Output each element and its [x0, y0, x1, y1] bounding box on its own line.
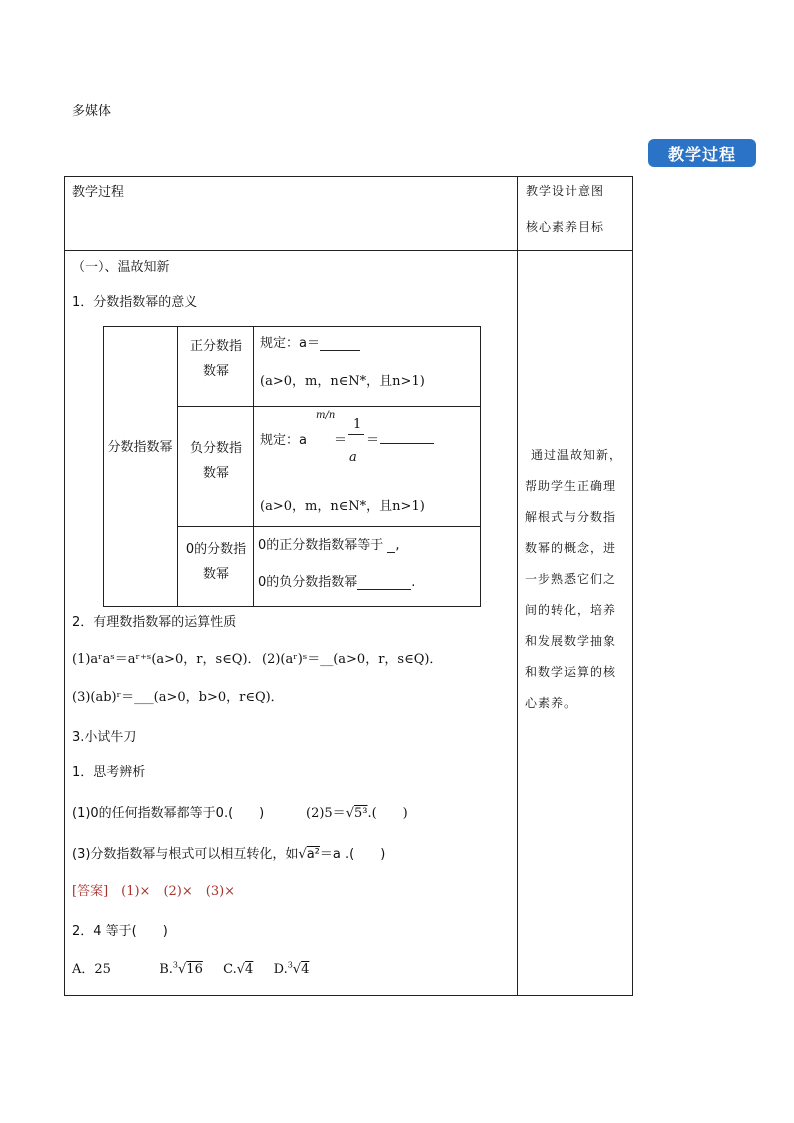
neg-rule: 规定：a	[260, 433, 307, 448]
neg-exp: m/n	[316, 410, 336, 421]
section1-title: （一）、温故知新	[72, 260, 170, 275]
inner-right	[480, 326, 481, 607]
inner-left	[103, 326, 104, 607]
options-row	[72, 958, 309, 977]
answer-line: [答案] (1)× (2)× (3)×	[72, 884, 236, 899]
zero-label: 0的分数指数幂	[185, 542, 247, 582]
radical-sign: √	[292, 962, 302, 977]
neg-label: 负分数指数幂	[189, 441, 242, 481]
zero-blank1	[387, 540, 395, 553]
outer-col-divider	[517, 176, 518, 996]
media-label: 多媒体	[72, 104, 112, 119]
neg-eq2: ＝	[366, 433, 380, 448]
option-c-radicand: 4	[245, 962, 254, 977]
inner-top	[103, 326, 481, 327]
neg-cond: (a>0，m，n∈N*，且n>1)	[260, 499, 425, 514]
option-d-radicand: 4	[301, 962, 310, 977]
item1-title: 1．分数指数幂的意义	[72, 295, 198, 310]
neg-eq: ＝	[334, 433, 348, 448]
try-title: 3.小试牛刀	[72, 730, 137, 745]
side-line: 一步熟悉它们之	[525, 572, 617, 586]
question2: 2．4 等于( )	[72, 924, 168, 939]
judge2	[306, 802, 408, 821]
rule2: (2)(aʳ)ˢ＝__(a>0，r，s∈Q)．	[262, 652, 443, 667]
zero-line2: 0的负分数指数幂 .	[258, 575, 416, 590]
option-c-label: C.	[223, 962, 237, 977]
think-title: 1．思考辨析	[72, 765, 146, 780]
neg-frac-num: 1	[353, 417, 362, 432]
radical-sign: √	[178, 962, 187, 977]
col-side-header-1: 教学设计意图	[526, 184, 605, 198]
side-line: 和数学运算的核	[525, 665, 617, 679]
option-b-label: B.	[159, 962, 173, 977]
inner-row2	[177, 526, 481, 527]
zero-line2-text: 0的负分数指数幂	[258, 575, 358, 590]
judge3	[72, 843, 385, 862]
option-b-radicand: 16	[186, 962, 203, 977]
zero-line1-text: 0的正分数指数幂等于	[258, 538, 384, 553]
neg-blank	[380, 429, 434, 444]
item2-title: 2．有理数指数幂的运算性质	[72, 615, 237, 630]
pos-rule	[260, 332, 360, 351]
inner-row1	[177, 406, 481, 407]
section-badge: 教学过程	[648, 139, 756, 167]
inner-row-header: 分数指数幂	[107, 440, 173, 455]
neg-frac-den: a	[349, 450, 357, 465]
judge1: (1)0的任何指数幂都等于0.( )	[72, 806, 265, 821]
pos-cond: (a>0，m，n∈N*，且n>1)	[260, 374, 425, 389]
inner-col2	[253, 326, 254, 607]
pos-label: 正分数指数幂	[189, 339, 242, 379]
radical-sign: √	[298, 847, 307, 862]
outer-top	[64, 176, 633, 177]
option-d-index: 3	[287, 960, 293, 970]
radical-sign: √	[345, 806, 354, 821]
side-line: 和发展数学抽象	[525, 634, 617, 648]
side-line: 心素养。	[525, 696, 578, 710]
side-line: 间的转化，培养	[525, 603, 617, 617]
outer-bottom	[64, 995, 633, 996]
option-a: A．25	[72, 962, 111, 977]
side-line: 数幂的概念，进	[525, 541, 617, 555]
zero-blank2	[357, 577, 411, 590]
side-line: 解根式与分数指	[525, 510, 617, 524]
outer-left	[64, 176, 65, 996]
radical-sign: √	[236, 962, 246, 977]
inner-bottom	[103, 606, 481, 607]
rule3: (3)(ab)ʳ＝___(a>0，b>0，r∈Q)．	[72, 690, 284, 705]
outer-row-divider	[64, 250, 633, 251]
outer-right	[632, 176, 633, 996]
side-line: 通过温故知新，	[531, 448, 623, 462]
inner-col1	[177, 326, 178, 607]
option-b-index: 3	[172, 960, 178, 970]
judge3-text: (3)分数指数幂与根式可以相互转化，如	[72, 847, 299, 862]
neg-frac-bar	[348, 434, 364, 435]
pos-rule-text: 规定：a＝	[260, 336, 320, 351]
zero-line1: 0的正分数指数幂等于 ,	[258, 538, 400, 553]
rule1: (1)aʳaˢ＝aʳ⁺ˢ(a>0，r，s∈Q)．	[72, 652, 261, 667]
side-line: 帮助学生正确理	[525, 479, 617, 493]
col-side-header-2: 核心素养目标	[526, 220, 605, 234]
judge3-radicand: a²	[306, 847, 320, 862]
judge3-end: ＝a .( )	[319, 847, 386, 862]
judge2-text: (2)5＝	[306, 806, 346, 821]
judge2-end: .( )	[367, 806, 408, 821]
option-d-label: D.	[273, 962, 288, 977]
judge2-radicand: 5³	[353, 806, 368, 821]
pos-blank	[320, 336, 360, 351]
col-main-header: 教学过程	[72, 185, 125, 200]
